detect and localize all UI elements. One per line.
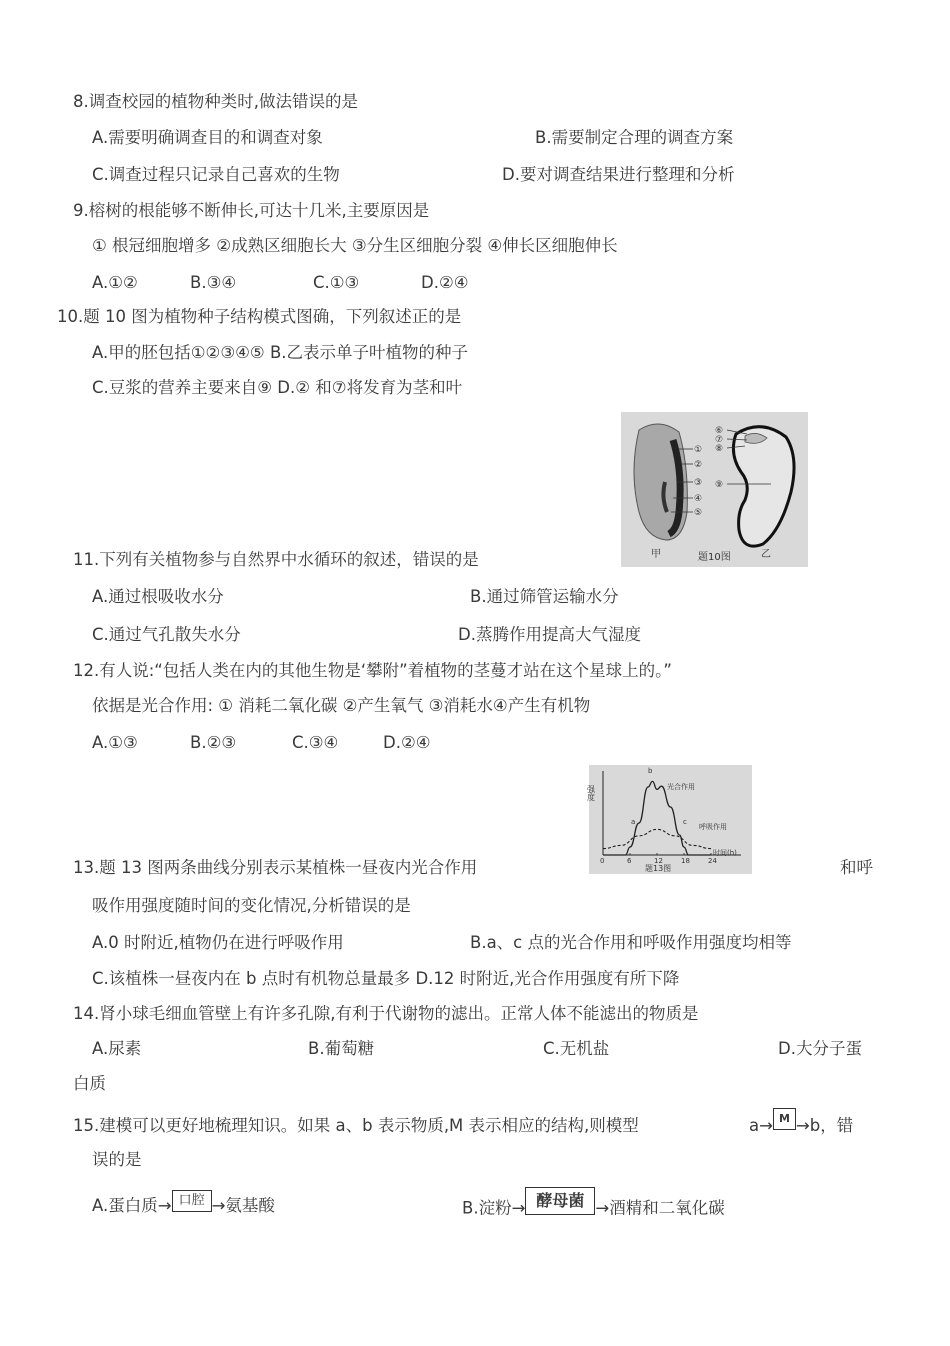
q15-model	[749, 1111, 854, 1138]
chart-x-tick-label: 6	[627, 857, 632, 865]
q9-option-b: B.③④	[190, 273, 237, 292]
q14-option-a: A.尿素	[92, 1039, 142, 1058]
chart-point-b: b	[648, 767, 653, 775]
q9-option-d: D.②④	[421, 273, 469, 292]
q12-stem: 12.有人说:“包括人类在内的其他生物是‘攀附”着植物的茎蔓才站在这个星球上的。”	[73, 661, 672, 680]
q11-option-a: A.通过根吸收水分	[92, 587, 224, 606]
q15-option-b	[462, 1191, 725, 1223]
q9-stem: 9.榕树的根能够不断伸长,可达十几米,主要原因是	[73, 201, 430, 220]
q14-option-d: D.大分子蛋	[778, 1039, 862, 1058]
q8-option-d: D.要对调查结果进行整理和分析	[502, 165, 735, 184]
chart-x-tick-label: 0	[600, 857, 605, 865]
q11-option-b: B.通过筛管运输水分	[470, 587, 619, 606]
q10-options-ab: A.甲的胚包括①②③④⑤ B.乙表示单子叶植物的种子	[92, 343, 469, 362]
fig10-mark-9: ⑨	[715, 480, 724, 490]
q8-option-a: A.需要明确调查目的和调查对象	[92, 128, 323, 147]
q15-model-b: →b，错	[795, 1116, 854, 1135]
q12-option-d: D.②④	[383, 733, 431, 752]
chart-point-c: c	[683, 818, 687, 826]
q11-stem: 11.下列有关植物参与自然界中水循环的叙述，错误的是	[73, 550, 479, 569]
q14-option-b: B.葡萄糖	[308, 1039, 375, 1058]
q14-option-c: C.无机盐	[543, 1039, 610, 1058]
fig10-mark-3: ③	[694, 478, 703, 488]
q9-items: ① 根冠细胞增多 ②成熟区细胞长大 ③分生区细胞分裂 ④伸长区细胞伸长	[92, 236, 618, 255]
q12-option-b: B.②③	[190, 733, 237, 752]
chart-x-label: 时间(h)	[713, 849, 737, 857]
chart-series-respiration	[603, 829, 711, 848]
q8-stem: 8.调查校园的植物种类时,做法错误的是	[73, 92, 358, 111]
chart-x-tick-label: 12	[654, 857, 663, 865]
fig10-mark-4: ④	[694, 494, 703, 504]
q11-option-d: D.蒸腾作用提高大气湿度	[458, 625, 641, 644]
fig10-mark-2: ②	[694, 460, 703, 470]
q14-option-d-tail: 白质	[73, 1074, 106, 1093]
q15-model-a: a→	[749, 1116, 773, 1135]
q14-stem: 14.肾小球毛细血管壁上有许多孔隙,有利于代谢物的滤出。正常人体不能滤出的物质是	[73, 1004, 699, 1023]
chart-x-tick-label: 18	[681, 857, 690, 865]
q10-options-cd: C.豆浆的营养主要来自⑨ D.② 和⑦将发育为茎和叶	[92, 378, 463, 397]
fig10-label-yi: 乙	[761, 549, 771, 560]
q15-option-a-box: 口腔	[172, 1190, 212, 1212]
q15-option-a-pre: A.蛋白质→	[92, 1196, 172, 1215]
seed-structure-figure	[621, 412, 808, 567]
q13-stem-tail: 和呼	[840, 858, 873, 877]
q12-items: 依据是光合作用: ① 消耗二氧化碳 ②产生氧气 ③消耗水④产生有机物	[92, 696, 591, 715]
q13-options-cd: C.该植株一昼夜内在 b 点时有机物总量最多 D.12 时附近,光合作用强度有所下降	[92, 969, 680, 988]
fig10-mark-8: ⑧	[715, 444, 724, 454]
q13-stem: 13.题 13 图两条曲线分别表示某植株一昼夜内光合作用	[73, 858, 478, 877]
chart-point-a: a	[631, 818, 636, 826]
q15-option-a	[92, 1192, 275, 1218]
q15-option-b-box: 酵母菌	[525, 1187, 595, 1215]
fig10-mark-1: ①	[694, 445, 703, 455]
q13-stem-2: 吸作用强度随时间的变化情况,分析错误的是	[92, 896, 411, 915]
chart-legend-respiration: 呼吸作用	[699, 823, 727, 831]
chart-y-label: 强度	[586, 785, 596, 801]
fig10-mark-6: ⑥	[715, 426, 724, 436]
q9-option-c: C.①③	[313, 273, 360, 292]
q15-model-m-box: M	[773, 1108, 796, 1130]
fig10-mark-5: ⑤	[694, 508, 703, 518]
q15-stem: 15.建模可以更好地梳理知识。如果 a、b 表示物质,M 表示相应的结构,则模型	[73, 1116, 639, 1135]
fig10-caption: 题10图	[698, 552, 731, 563]
photosynthesis-chart	[586, 765, 752, 874]
q13-option-a: A.0 时附近,植物仍在进行呼吸作用	[92, 933, 344, 952]
q12-option-a: A.①③	[92, 733, 138, 752]
q15-option-b-post: →酒精和二氧化碳	[595, 1198, 725, 1218]
chart-x-tick-label: 24	[708, 857, 717, 865]
q8-option-b: B.需要制定合理的调查方案	[535, 128, 734, 147]
fig10-mark-7: ⑦	[715, 435, 724, 445]
chart-series-photosynthesis	[603, 781, 711, 855]
q11-option-c: C.通过气孔散失水分	[92, 625, 241, 644]
q8-option-c: C.调查过程只记录自己喜欢的生物	[92, 165, 340, 184]
q9-option-a: A.①②	[92, 273, 138, 292]
chart-title: 题13图	[645, 864, 672, 873]
fig10-label-jia: 甲	[651, 549, 661, 560]
q12-option-c: C.③④	[292, 733, 339, 752]
q15-option-a-post: →氨基酸	[211, 1196, 275, 1215]
q15-stem-2: 误的是	[92, 1150, 142, 1169]
q15-option-b-pre: B.淀粉→	[462, 1198, 526, 1218]
q13-option-b: B.a、c 点的光合作用和呼吸作用强度均相等	[470, 933, 792, 952]
q10-stem: 10.题 10 图为植物种子结构模式图确，下列叙述正的是	[57, 307, 462, 326]
chart-legend-photosynthesis: 光合作用	[667, 783, 695, 791]
